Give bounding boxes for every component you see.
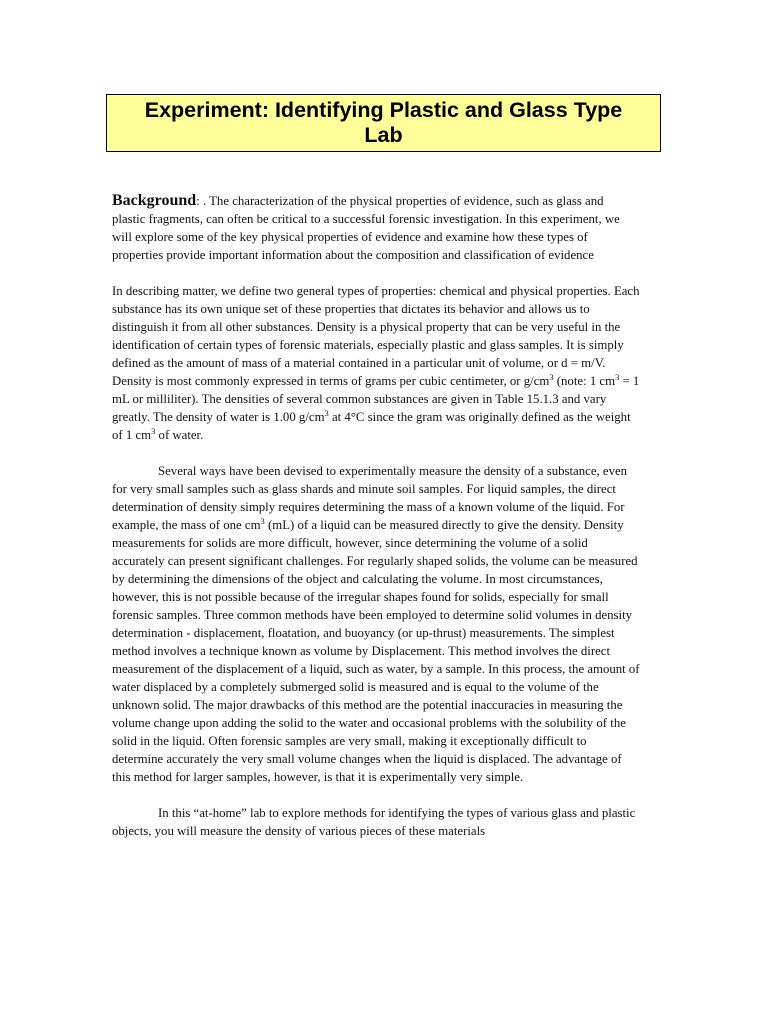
methods-paragraph	[112, 462, 640, 786]
background-text: : . The characterization of the physical properties of evidence, such as glass and plastic fragments, can often be critical to a successful forensic investigation. In this experiment, we will explore some of the key physical properties of evidence and examine how these types of properties provide important information about the composition and classification of evidence	[112, 194, 620, 262]
superscript: 3	[151, 426, 156, 436]
superscript: 3	[260, 516, 265, 526]
document-body	[112, 192, 640, 840]
methods-text-2: (mL) of a liquid can be measured directly to give the density. Density measurements for solids are more difficult, however, since determining the volume of a solid accurately can present significant challenges. For regularly shaped solids, the volume can be measured by determining the dimensions of the object and calculating the volume. In most circumstances, however, this is not possible because of the irregular shapes found for solids, especially for small forensic samples. Three common methods have been employed to determine solid volumes in density determination - displacement, floatation, and buoyancy (or up-thrust) measurements. The simplest method involves a technique known as volume by Displacement. This method involves the direct measurement of the displacement of a liquid, such as water, by a sample. In this process, the amount of water displaced by a completely submerged solid is measured and is equal to the volume of the unknown solid. The major drawbacks of this method are the potential inaccuracies in measuring the volume change upon adding the solid to the water and occasional problems with the solubility of the solid in the liquid. Often forensic samples are very small, making it exceptionally difficult to determine accurately the very small volume changes when the liquid is displaced. The advantage of this method for larger samples, however, is that it is experimentally very simple.	[112, 518, 640, 784]
superscript: 3	[615, 372, 620, 382]
title-line-2: Lab	[364, 123, 403, 147]
density-text-2: (note: 1 cm	[553, 374, 616, 388]
density-text-3: = 1 mL or milliliter). The densities of several common substances are given in Table 15.1.3 and vary greatly. The density of water is 1.00 g/cm	[112, 374, 640, 424]
title-line-1: Experiment: Identifying Plastic and Glass Type	[144, 98, 623, 122]
superscript: 3	[549, 372, 554, 382]
page-title	[107, 98, 660, 148]
background-paragraph	[112, 192, 640, 264]
at-home-paragraph: In this “at-home” lab to explore methods for identifying the types of various glass and plastic objects, you will measure the density of various pieces of these materials	[112, 806, 636, 838]
density-text-1: In describing matter, we define two general types of properties: chemical and physical properties. Each substance has its own unique set of these properties that dictates its behavior and allows us to distinguish it from all other substances. Density is a physical property that can be very useful in the identification of certain types of forensic materials, especially plastic and glass samples. It is simply defined as the amount of mass of a material contained in a particular unit of volume, or d = m/V. Density is most commonly expressed in terms of grams per cubic centimeter, or g/cm	[112, 284, 640, 388]
title-box	[106, 94, 661, 152]
density-paragraph	[112, 282, 640, 444]
density-text-5: of water.	[155, 428, 204, 442]
superscript: 3	[324, 408, 329, 418]
background-label: Background	[112, 192, 197, 209]
methods-text-1: Several ways have been devised to experimentally measure the density of a substance, even for very small samples such as glass shards and minute soil samples. For liquid samples, the direct determination of density simply requires determining the mass of a known volume of the liquid. For example, the mass of one cm	[112, 464, 628, 532]
density-text-4: at 4°C since the gram was originally defined as the weight of 1 cm	[112, 410, 631, 442]
